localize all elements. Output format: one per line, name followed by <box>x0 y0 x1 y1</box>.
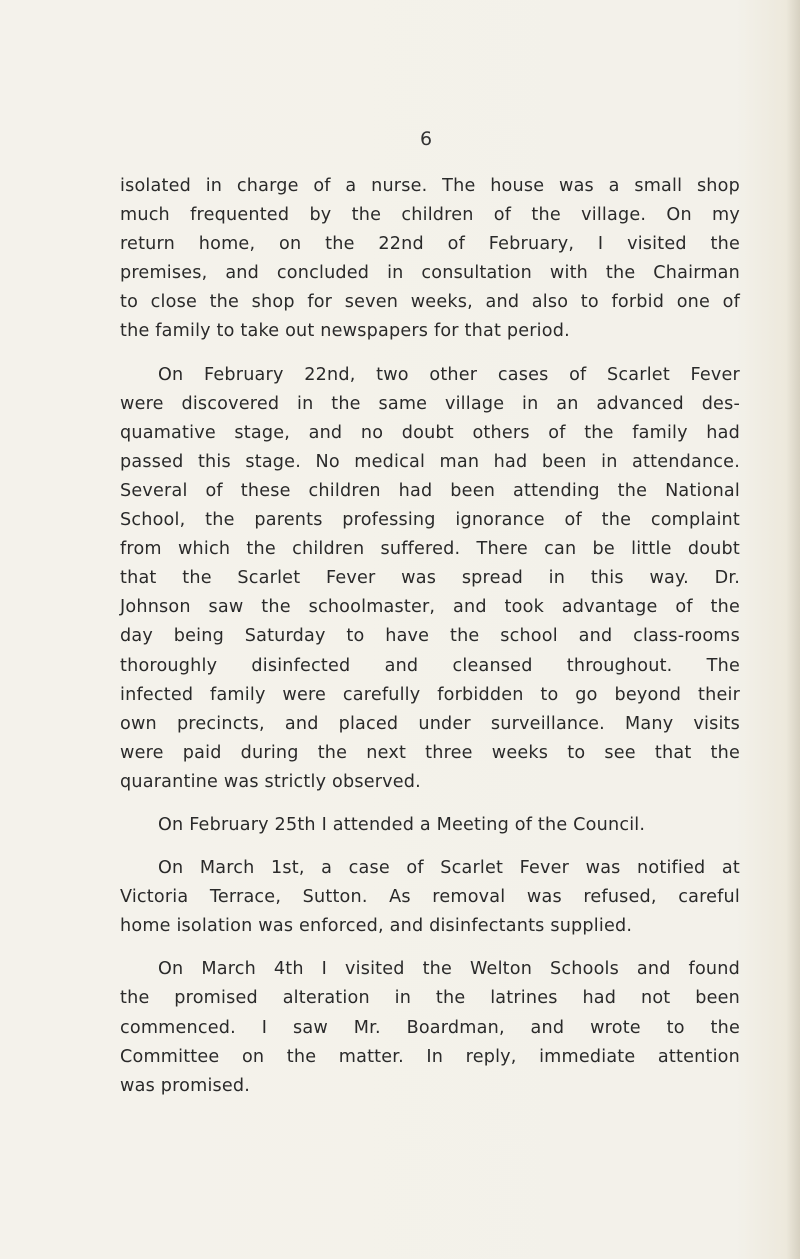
text-line: home isolation was enforced, and disinfectants supplied. <box>120 916 633 937</box>
text-line: infected family were carefully forbidden to go beyond their <box>120 684 740 705</box>
text-line: was promised. <box>120 1075 251 1096</box>
body-text <box>120 172 740 1115</box>
text-line: Johnson saw the schoolmaster, and took advantage of the <box>120 597 740 618</box>
text-line: On March 1st, a case of Scarlet Fever was notified at <box>158 858 740 879</box>
text-line: quarantine was strictly observed. <box>120 771 421 792</box>
paragraph-2 <box>120 361 740 797</box>
text-line: On March 4th I visited the Welton Schools and found <box>158 959 740 980</box>
text-line: School, the parents professing ignorance of the complaint <box>120 510 740 531</box>
text-line: isolated in charge of a nurse. The house was a small shop <box>120 176 740 196</box>
text-line: the family to take out newspapers for that period. <box>120 321 570 342</box>
text-line: passed this stage. No medical man had been in attendance. <box>120 451 740 472</box>
text-line: commenced. I saw Mr. Boardman, and wrote to the <box>120 1017 740 1038</box>
text-line: from which the children suffered. There can be little doubt <box>120 539 740 560</box>
text-line: day being Saturday to have the school and class-rooms <box>120 626 740 647</box>
text-line: On February 25th I attended a Meeting of the Council. <box>158 814 646 835</box>
text-line: Committee on the matter. In reply, immediate attention <box>120 1046 740 1067</box>
text-line: to close the shop for seven weeks, and also to forbid one of <box>120 292 740 313</box>
text-line: return home, on the 22nd of February, I visited the <box>120 234 740 255</box>
text-line: quamative stage, and no doubt others of the family had <box>120 422 740 443</box>
text-line: thoroughly disinfected and cleansed throughout. The <box>120 655 740 676</box>
text-line: were paid during the next three weeks to see that the <box>120 742 740 763</box>
text-line: Several of these children had been attending the National <box>120 480 740 501</box>
text-line: own precincts, and placed under surveillance. Many visits <box>120 713 740 734</box>
text-line: the promised alteration in the latrines had not been <box>120 988 740 1009</box>
page-edge-shadow <box>786 0 800 1259</box>
text-line: Victoria Terrace, Sutton. As removal was refused, careful <box>120 887 740 908</box>
paragraph-1 <box>120 172 740 347</box>
text-line: much frequented by the children of the village. On my <box>120 205 740 226</box>
paragraph-3 <box>120 811 740 840</box>
text-line: were discovered in the same village in an advanced des- <box>120 393 740 414</box>
text-line: that the Scarlet Fever was spread in this way. Dr. <box>120 568 740 589</box>
paragraph-4 <box>120 854 740 941</box>
text-line: premises, and concluded in consultation with the Chairman <box>120 263 740 284</box>
paragraph-5 <box>120 955 740 1100</box>
text-line: On February 22nd, two other cases of Scarlet Fever <box>158 364 740 385</box>
page-number: 6 <box>419 128 433 150</box>
